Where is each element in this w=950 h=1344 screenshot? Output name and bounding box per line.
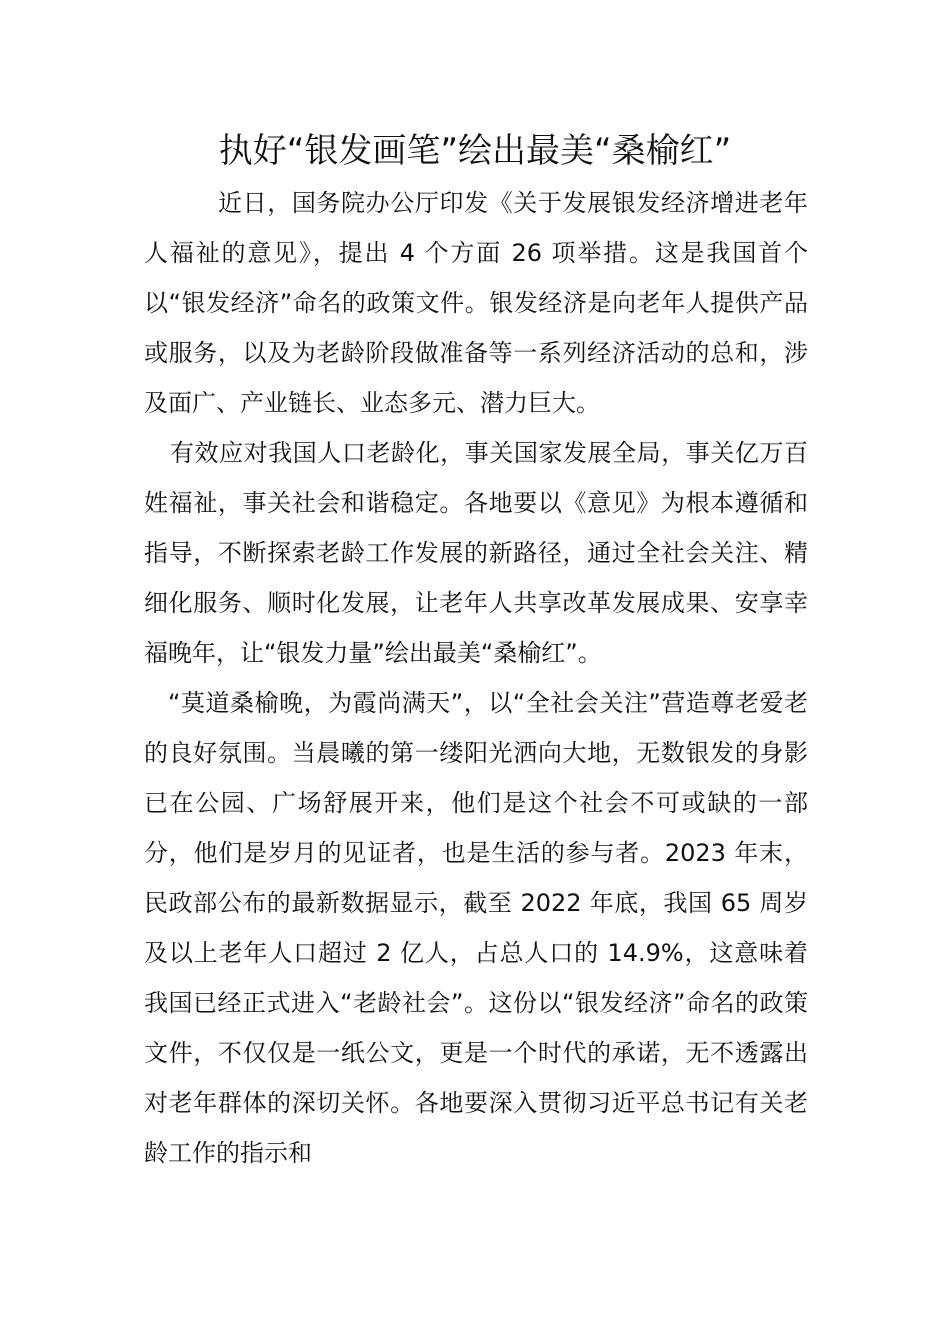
document-title: 执好“银发画笔”绘出最美“桑榆红” xyxy=(218,131,732,171)
paragraph-2: 有效应对我国人口老龄化，事关国家发展全局，事关亿万百姓福祉，事关社会和谐稳定。各地要以《意见》为根本遵循和指导，不断探索老龄工作发展的新路径，通过全社会关注、精细化服务、顺时化发展，让老年人共享改革发展成果、安享幸福晚年，让“银发力量”绘出最美“桑榆红”。 xyxy=(144,439,808,667)
document-body xyxy=(144,178,808,1178)
paragraph-3: “莫道桑榆晚，为霞尚满天”，以“全社会关注”营造尊老爱老的良好氛围。当晨曦的第一缕阳光洒向大地，无数银发的身影已在公园、广场舒展开来，他们是这个社会不可或缺的一部分，他们是岁月的见证者，也是生活的参与者。2023 年末，民政部公布的最新数据显示，截至 2022 年底，我国 65 周岁及以上老年人口超过 2 亿人，占总人口的 14.9%，这意味着我国已经正式进入“老龄社会”。这份以“银发经济”命名的政策文件，不仅仅是一纸公文，更是一个时代的承诺，无不透露出对老年群体的深切关怀。各地要深入贯彻习近平总书记有关老龄工作的指示和 xyxy=(144,689,808,1167)
paragraph-1: 近日，国务院办公厅印发《关于发展银发经济增进老年人福祉的意见》，提出 4 个方面 26 项举措。这是我国首个以“银发经济”命名的政策文件。银发经济是向老年人提供产品或服务，以及为老龄阶段做准备等一系列经济活动的总和，涉及面广、产业链长、业态多元、潜力巨大。 xyxy=(144,189,808,417)
